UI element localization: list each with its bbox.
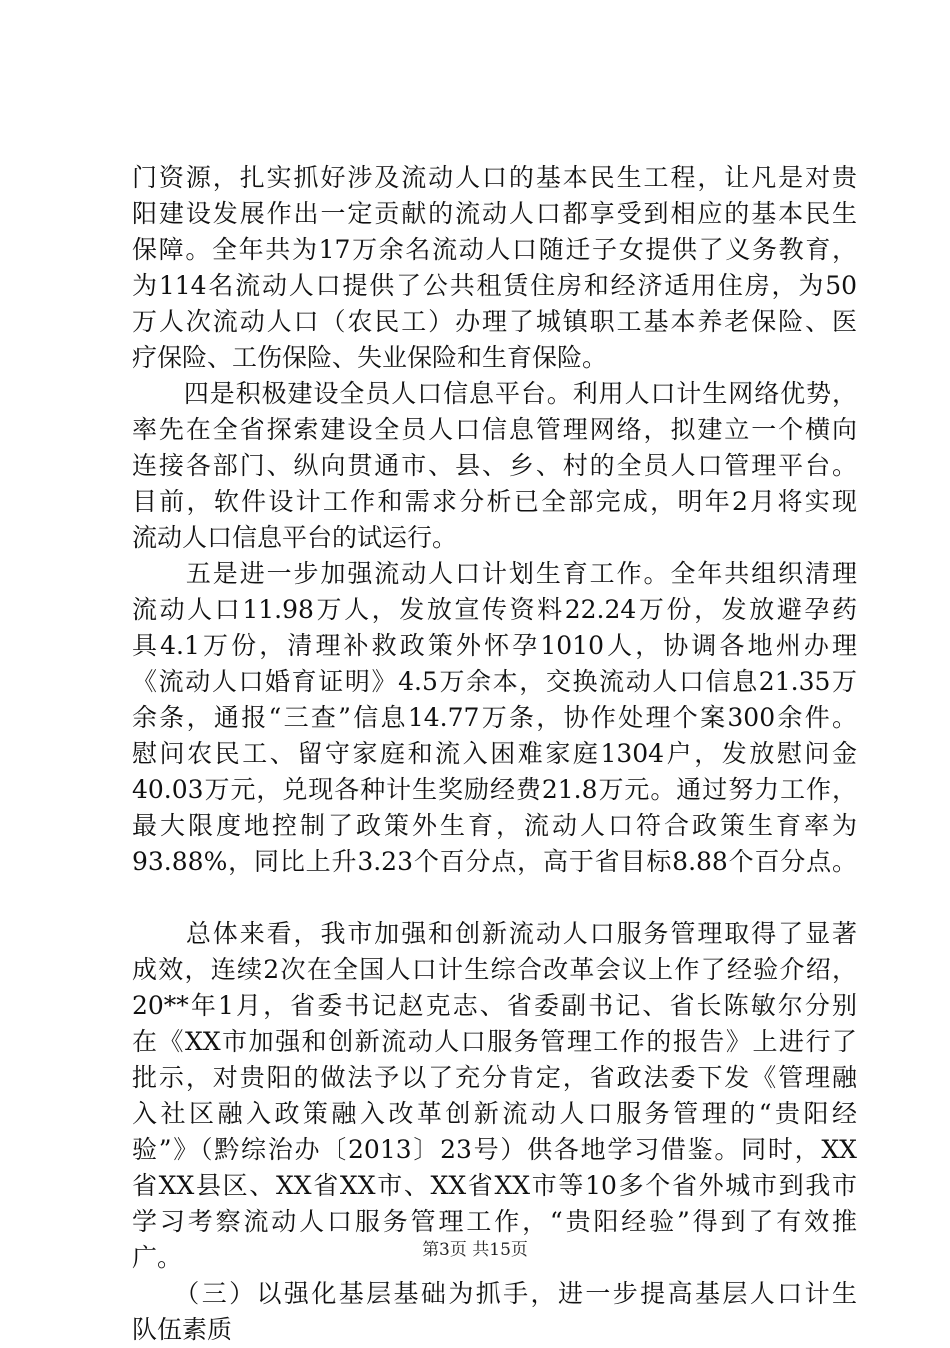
text-line: 目前，软件设计工作和需求分析已全部完成，明年2月将实现 [132,487,857,516]
text-line: 疗保险、工伤保险、失业保险和生育保险。 [132,343,608,372]
text-line: 四是积极建设全员人口信息平台。利用人口计生网络优势， [132,379,857,408]
text-line: 余条，通报“三查”信息14.77万条，协作处理个案300余件。 [132,703,857,732]
text-line: 成效，连续2次在全国人口计生综合改革会议上作了经验介绍， [132,955,857,984]
text-line: 93.88%，同比上升3.23个百分点，高于省目标8.88个百分点。 [132,847,857,876]
text-line: 40.03万元，兑现各种计生奖励经费21.8万元。通过努力工作， [132,775,857,804]
text-line: 广。 [132,1243,183,1272]
document-body [132,160,857,1348]
text-line: 连接各部门、纵向贯通市、县、乡、村的全员人口管理平台。 [132,451,857,480]
paragraph-gap [132,880,857,916]
text-line: 门资源，扎实抓好涉及流动人口的基本民生工程，让凡是对贵 [132,163,857,192]
text-line: 率先在全省探索建设全员人口信息管理网络，拟建立一个横向 [132,415,857,444]
text-line: 入社区融入政策融入改革创新流动人口服务管理的“贵阳经 [132,1099,857,1128]
text-line: 《流动人口婚育证明》4.5万余本，交换流动人口信息21.35万 [132,667,857,696]
page-number-footer: 第3页 共15页 [422,1240,528,1260]
text-line: 五是进一步加强流动人口计划生育工作。全年共组织清理 [132,559,857,588]
text-line: 慰问农民工、留守家庭和流入困难家庭1304户，发放慰问金 [132,739,857,768]
text-line: 在《XX市加强和创新流动人口服务管理工作的报告》上进行了 [132,1027,857,1056]
text-line: 验”》（黔综治办〔2013〕23号）供各地学习借鉴。同时，XX [132,1135,857,1164]
text-line: 总体来看，我市加强和创新流动人口服务管理取得了显著 [132,919,857,948]
text-line: 最大限度地控制了政策外生育，流动人口符合政策生育率为 [132,811,857,840]
text-line: 保障。全年共为17万余名流动人口随迁子女提供了义务教育， [132,235,857,264]
text-line: 阳建设发展作出一定贡献的流动人口都享受到相应的基本民生 [132,199,857,228]
section-heading-line: （三）以强化基层基础为抓手，进一步提高基层人口计生 [132,1279,857,1308]
text-line: 流动人口11.98万人，发放宣传资料22.24万份，发放避孕药 [132,595,857,624]
text-line: 学习考察流动人口服务管理工作，“贵阳经验”得到了有效推 [132,1207,857,1236]
text-line: 20**年1月，省委书记赵克志、省委副书记、省长陈敏尔分别 [132,991,857,1020]
text-line: 流动人口信息平台的试运行。 [132,523,458,552]
text-line: 批示，对贵阳的做法予以了充分肯定，省政法委下发《管理融 [132,1063,857,1092]
text-line: 为114名流动人口提供了公共租赁住房和经济适用住房，为50 [132,271,857,300]
text-line: 具4.1万份，清理补救政策外怀孕1010人，协调各地州办理 [132,631,857,660]
text-line: 省XX县区、XX省XX市、XX省XX市等10多个省外城市到我市 [132,1171,857,1200]
text-line: 万人次流动人口（农民工）办理了城镇职工基本养老保险、医 [132,307,857,336]
section-heading-line: 队伍素质 [132,1315,233,1344]
